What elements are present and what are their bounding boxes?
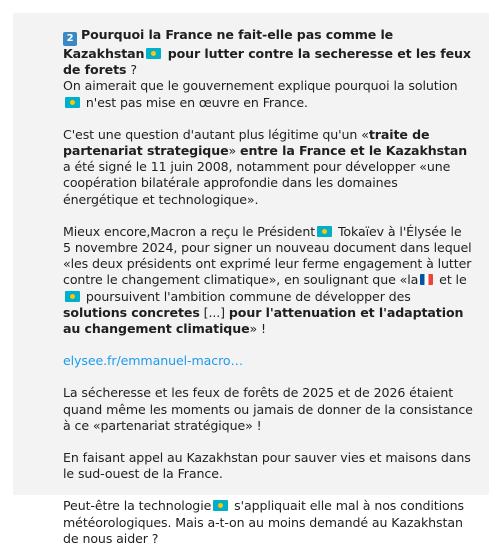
partnership-text-b: » — [228, 143, 241, 159]
kazakhstan-flag-icon — [213, 500, 228, 511]
post-card — [13, 13, 489, 546]
macron-text-d: poursuivent l'ambition commune de développer des — [82, 288, 411, 304]
question-mark: ? — [126, 62, 137, 78]
macron-text-e: [...] — [199, 304, 229, 320]
kazakhstan-flag-icon — [65, 97, 80, 108]
macron-text-a: Mieux encore,Macron a reçu le Président — [63, 223, 316, 239]
france-flag-icon — [420, 274, 433, 285]
paragraph-technology — [63, 498, 473, 547]
paragraph-drought: La sécheresse et les feux de forêts de 2025 et de 2026 étaient quand même les moments ou jamais de donner de la consistance à ce «partenariat stratégique» ! — [63, 385, 473, 433]
kazakhstan-flag-icon — [146, 48, 161, 59]
elysee-link[interactable]: elysee.fr/emmanuel-macro… — [63, 353, 243, 369]
macron-text-f: » ! — [249, 321, 266, 337]
macron-text-c: et le — [435, 272, 467, 288]
question-text-c: n'est pas mise en œuvre en France. — [82, 94, 308, 110]
paragraph-question — [63, 27, 473, 111]
keycap-2-icon: 2 — [63, 32, 77, 46]
partnership-bold-b: entre la France et le Kazakhstan — [240, 143, 468, 159]
partnership-text-a: C'est une question d'autant plus légitime qu'un « — [63, 126, 369, 142]
technology-text-b: s'appliquait elle mal à nos conditions météorologiques. Mais a-t-on au moins demandé au Kazakhstan de nous aider ? — [63, 498, 464, 546]
paragraph-link — [63, 353, 473, 369]
paragraph-macron — [63, 224, 473, 337]
partnership-text-c: a été signé le 11 juin 2008, notamment pour développer «une coopération bilatérale approfondie dans les domaines énergétique et technologique». — [63, 159, 451, 207]
question-bold-a: Pourquoi la France ne fait-elle pas comme le Kazakhstan — [63, 27, 394, 61]
kazakhstan-flag-icon — [65, 291, 80, 302]
macron-bold-b: pour l'attenuation et l'adaptation au changement climatique — [63, 304, 464, 337]
paragraph-appeal: En faisant appel au Kazakhstan pour sauver vies et maisons dans le sud-ouest de la France. — [63, 450, 471, 482]
question-bold-b: pour lutter contre la secheresse et les feux de forets — [63, 46, 471, 78]
macron-bold-a: solutions concretes — [63, 304, 200, 320]
question-text-b: On aimerait que le gouvernement explique pourquoi la solution — [63, 78, 458, 94]
technology-text-a: Peut-être la technologie — [63, 498, 212, 514]
partnership-bold-a: traite de partenariat strategique — [63, 126, 430, 159]
kazakhstan-flag-icon — [317, 226, 332, 237]
macron-text-b: Tokaïev à l'Élysée le 5 novembre 2024, pour signer un nouveau document dans lequel «les deux présidents ont exprimé leur ferme engagement à lutter contre le changement climatique», en soulignant que «la — [63, 223, 472, 288]
paragraph-partnership — [63, 127, 473, 208]
